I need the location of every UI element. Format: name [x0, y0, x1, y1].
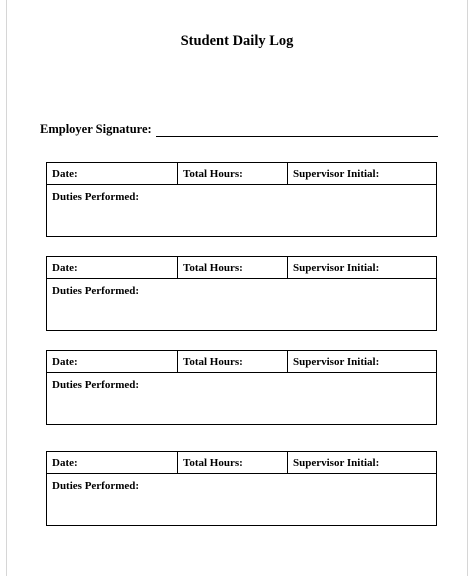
date-field[interactable]: Date:: [47, 351, 178, 373]
total-hours-field[interactable]: Total Hours:: [178, 257, 288, 279]
log-entry-duties-row: [47, 474, 437, 526]
supervisor-initial-field[interactable]: Supervisor Initial:: [288, 163, 437, 185]
total-hours-field[interactable]: Total Hours:: [178, 351, 288, 373]
supervisor-initial-field[interactable]: Supervisor Initial:: [288, 351, 437, 373]
employer-signature-row: [40, 121, 438, 137]
log-entry-header-row: [47, 257, 437, 279]
duties-performed-field[interactable]: Duties Performed:: [47, 279, 437, 331]
log-entry-duties-row: [47, 279, 437, 331]
document-title: Student Daily Log: [180, 33, 294, 49]
log-entry-header-row: [47, 351, 437, 373]
log-entry-table: [46, 256, 437, 331]
log-entry-table: [46, 451, 437, 526]
total-hours-field[interactable]: Total Hours:: [178, 163, 288, 185]
duties-performed-field[interactable]: Duties Performed:: [47, 373, 437, 425]
duties-performed-field[interactable]: Duties Performed:: [47, 185, 437, 237]
total-hours-field[interactable]: Total Hours:: [178, 452, 288, 474]
duties-performed-field[interactable]: Duties Performed:: [47, 474, 437, 526]
date-field[interactable]: Date:: [47, 452, 178, 474]
log-entry-table: [46, 162, 437, 237]
date-field[interactable]: Date:: [47, 257, 178, 279]
log-entry-duties-row: [47, 373, 437, 425]
supervisor-initial-field[interactable]: Supervisor Initial:: [288, 257, 437, 279]
date-field[interactable]: Date:: [47, 163, 178, 185]
employer-signature-line[interactable]: [156, 124, 438, 137]
employer-signature-label: Employer Signature:: [40, 122, 152, 136]
log-entry-header-row: [47, 452, 437, 474]
supervisor-initial-field[interactable]: Supervisor Initial:: [288, 452, 437, 474]
log-entry-duties-row: [47, 185, 437, 237]
log-entry-header-row: [47, 163, 437, 185]
log-entry-table: [46, 350, 437, 425]
